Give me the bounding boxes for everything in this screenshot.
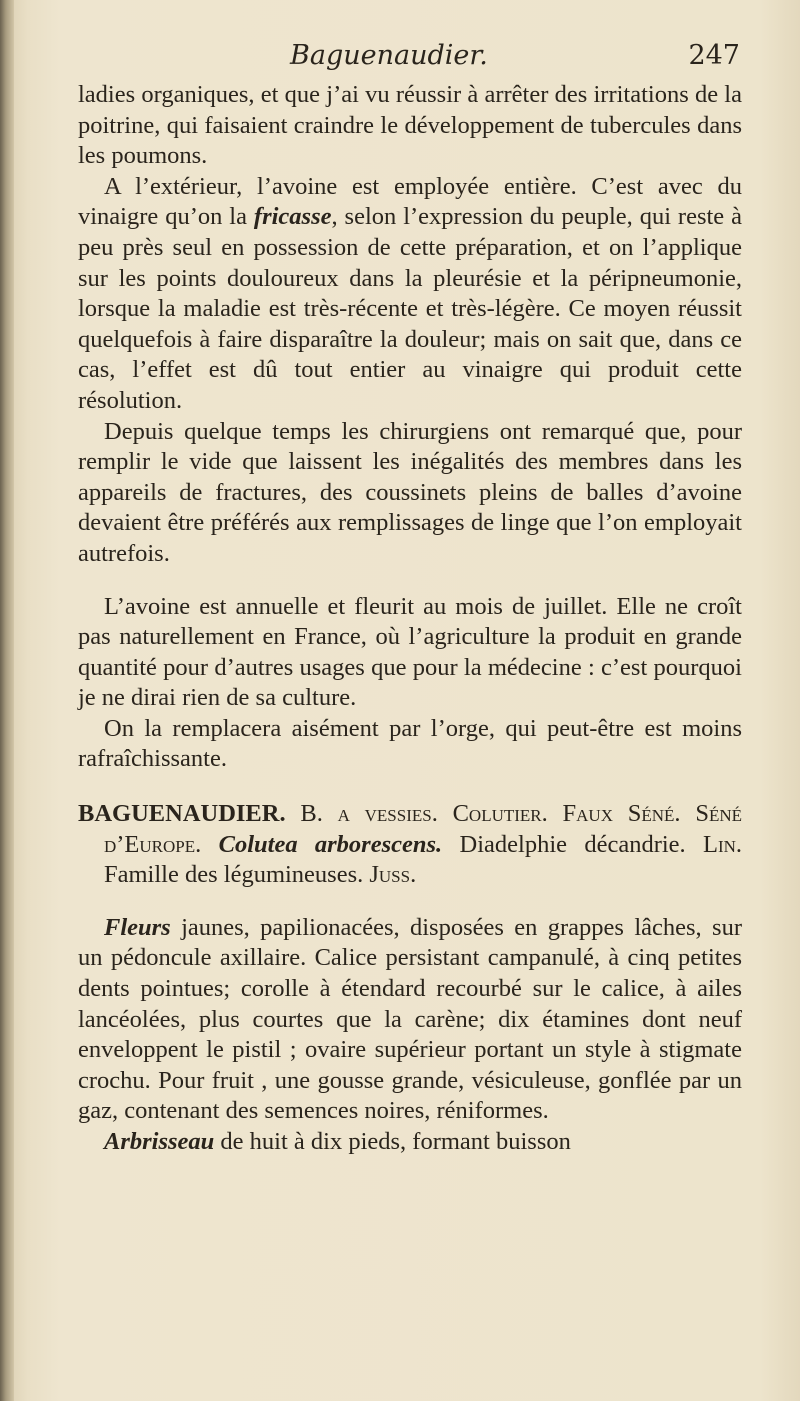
description-shrub [78,1127,742,1158]
page-header [80,40,740,84]
spacer [78,891,742,913]
page-number: 247 [688,40,740,71]
entry-synonyms: B. a vessies. Colutier. Faux Séné. Séné d’Europe. [104,800,742,858]
flowers-text: jaunes, papilionacées, disposées en grappes lâches, sur un pédoncule axillaire. Calice persistant campanulé, à cinq petites dents pointues; corolle à étendard recourbé sur le calice, à ailes lancéolées, plus courtes que la carène; dix étamines dont neuf enveloppent le pistil ; ovaire supérieur portant un style à stigmate crochu. Pour fruit , une gousse grande, vésiculeuse, gonflée par un gaz, contenant des semences noires, réniformes. [78,913,742,1125]
paragraph-2-emphasis: fricasse [253,203,332,231]
entry-linnaeus: Lin. [703,830,743,858]
spacer [78,570,742,592]
paragraph-3: Depuis quelque temps les chirurgiens ont remarqué que, pour remplir le vide que laissent les inégalités des membres dans les appareils de fractures, des coussinets pleins de balles d’avoine devaient être préférés aux remplissages de linge que l’on employait autrefois. [78,417,742,567]
paragraph-2-end: , selon l’expression du peuple, qui reste à peu près seul en possession de cette préparation, et on l’applique sur les points douloureux dans la pleurésie et la péripneumonie, lorsque la maladie est très-récente et très-légère. Ce moyen réussit quelquefois à faire disparaître la douleur; mais on sait que, dans ce cas, l’effet est dû tout entier au vinaigre qui produit cette résolution. [78,203,742,414]
entry-jussieu: Juss. [369,861,417,889]
entry-heading [78,799,742,891]
shrub-text: de huit à dix pieds, formant buisson [220,1128,571,1155]
flowers-label: Fleurs [104,913,171,941]
description-flowers [78,913,742,1127]
running-title: Baguenaudier. [290,40,488,71]
entry-classification: Diadelphie décandrie. [459,830,686,858]
entry-family: Famille des légumineuses. [104,861,364,889]
paragraph-2-start: A l’extérieur, l’avoine est employée entière. C’est avec du vinaigre qu’on la [78,172,742,231]
paragraph-5: On la remplacera aisément par l’orge, qui peut-être est moins rafraîchissante. [78,714,742,773]
entry-headword: BAGUENAUDIER. [78,800,286,828]
entry-latin-name: Colutea arborescens. [218,830,443,858]
page-binding-edge [0,0,14,1401]
paragraph-1: ladies organiques, et que j’ai vu réussir à arrêter des irritations de la poitrine, qui faisaient craindre le développement de tubercules dans les poumons. [78,81,742,170]
page-text [78,80,742,1158]
spacer [78,775,742,799]
paragraph-4: L’avoine est annuelle et fleurit au mois de juillet. Elle ne croît pas naturellement en France, où l’agriculture la produit en grande quantité pour d’autres usages que pour la médecine : c’est pourquoi je ne dirai rien de sa culture. [78,592,742,712]
paragraph-2 [78,172,742,417]
shrub-label: Arbrisseau [104,1128,215,1155]
